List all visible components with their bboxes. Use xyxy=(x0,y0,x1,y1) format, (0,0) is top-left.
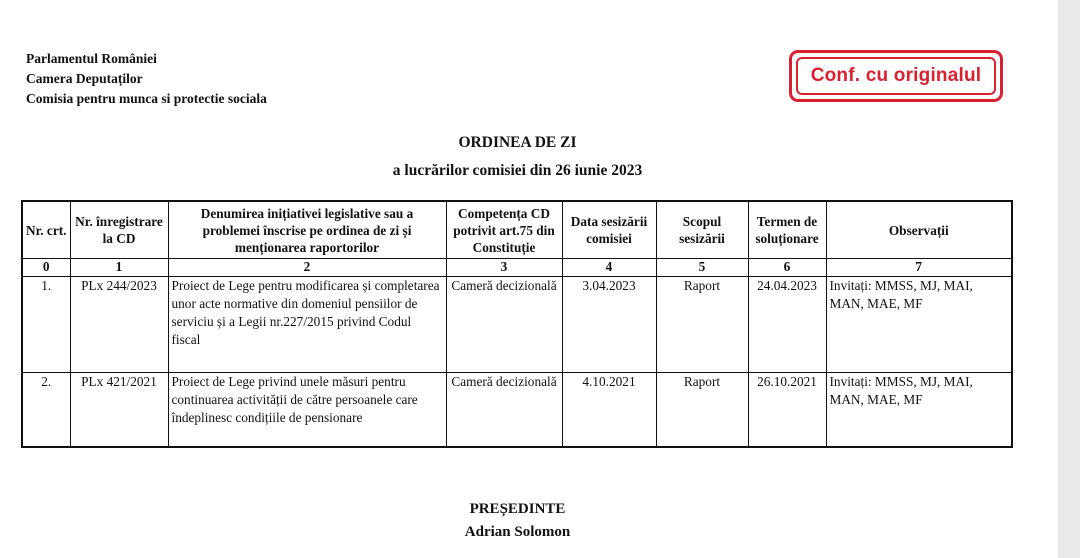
column-number: 4 xyxy=(562,259,656,277)
column-number-row xyxy=(22,259,1012,277)
initiative-title: Proiect de Lege privind unele măsuri pentru continuarea activității de către persoanele care îndeplinesc condițiile de pensionare xyxy=(168,373,446,448)
row-number: 1. xyxy=(22,277,70,373)
column-number: 1 xyxy=(70,259,168,277)
column-header: Data sesizării comisiei xyxy=(562,201,656,259)
deadline: 24.04.2023 xyxy=(748,277,826,373)
header-committee: Comisia pentru munca si protectie sociala xyxy=(26,91,267,106)
initiative-title: Proiect de Lege pentru modificarea și completarea unor acte normative din domeniul pensiilor de serviciu și a Legii nr.227/2015 privind Codul fiscal xyxy=(168,277,446,373)
deadline: 26.10.2021 xyxy=(748,373,826,448)
page-subtitle: a lucrărilor comisiei din 26 iunie 2023 xyxy=(392,162,643,179)
column-number: 2 xyxy=(168,259,446,277)
page-title: ORDINEA DE ZI xyxy=(458,134,577,151)
registration-number: PLx 244/2023 xyxy=(70,277,168,373)
conformity-stamp xyxy=(789,50,1003,102)
referral-scope: Raport xyxy=(656,277,748,373)
agenda-table xyxy=(21,200,1013,448)
column-number: 0 xyxy=(22,259,70,277)
column-header: Nr. crt. xyxy=(22,201,70,259)
column-number: 5 xyxy=(656,259,748,277)
signature-name: Adrian Solomon xyxy=(464,524,571,540)
competence: Cameră decizională xyxy=(446,277,562,373)
referral-date: 3.04.2023 xyxy=(562,277,656,373)
column-header: Observații xyxy=(826,201,1012,259)
referral-date: 4.10.2021 xyxy=(562,373,656,448)
column-header: Scopul sesizării xyxy=(656,201,748,259)
header-chamber: Camera Deputaților xyxy=(26,71,143,86)
row-number: 2. xyxy=(22,373,70,448)
header-parliament: Parlamentul României xyxy=(26,51,157,66)
column-header: Competența CD potrivit art.75 din Constituție xyxy=(446,201,562,259)
registration-number: PLx 421/2021 xyxy=(70,373,168,448)
column-header: Termen de soluționare xyxy=(748,201,826,259)
column-header: Nr. înregistrare la CD xyxy=(70,201,168,259)
column-number: 3 xyxy=(446,259,562,277)
stamp-text: Conf. cu originalul xyxy=(810,65,982,86)
table-row xyxy=(22,373,1012,448)
observations: Invitați: MMSS, MJ, MAI, MAN, MAE, MF xyxy=(826,373,1012,448)
observations: Invitați: MMSS, MJ, MAI, MAN, MAE, MF xyxy=(826,277,1012,373)
institution-header xyxy=(26,49,267,109)
competence: Cameră decizională xyxy=(446,373,562,448)
table-row xyxy=(22,277,1012,373)
table-header-row xyxy=(22,201,1012,259)
referral-scope: Raport xyxy=(656,373,748,448)
column-header: Denumirea inițiativei legislative sau a problemei înscrise pe ordinea de zi și menționarea raportorilor xyxy=(168,201,446,259)
signature-role: PREȘEDINTE xyxy=(469,501,566,517)
column-number: 6 xyxy=(748,259,826,277)
column-number: 7 xyxy=(826,259,1012,277)
